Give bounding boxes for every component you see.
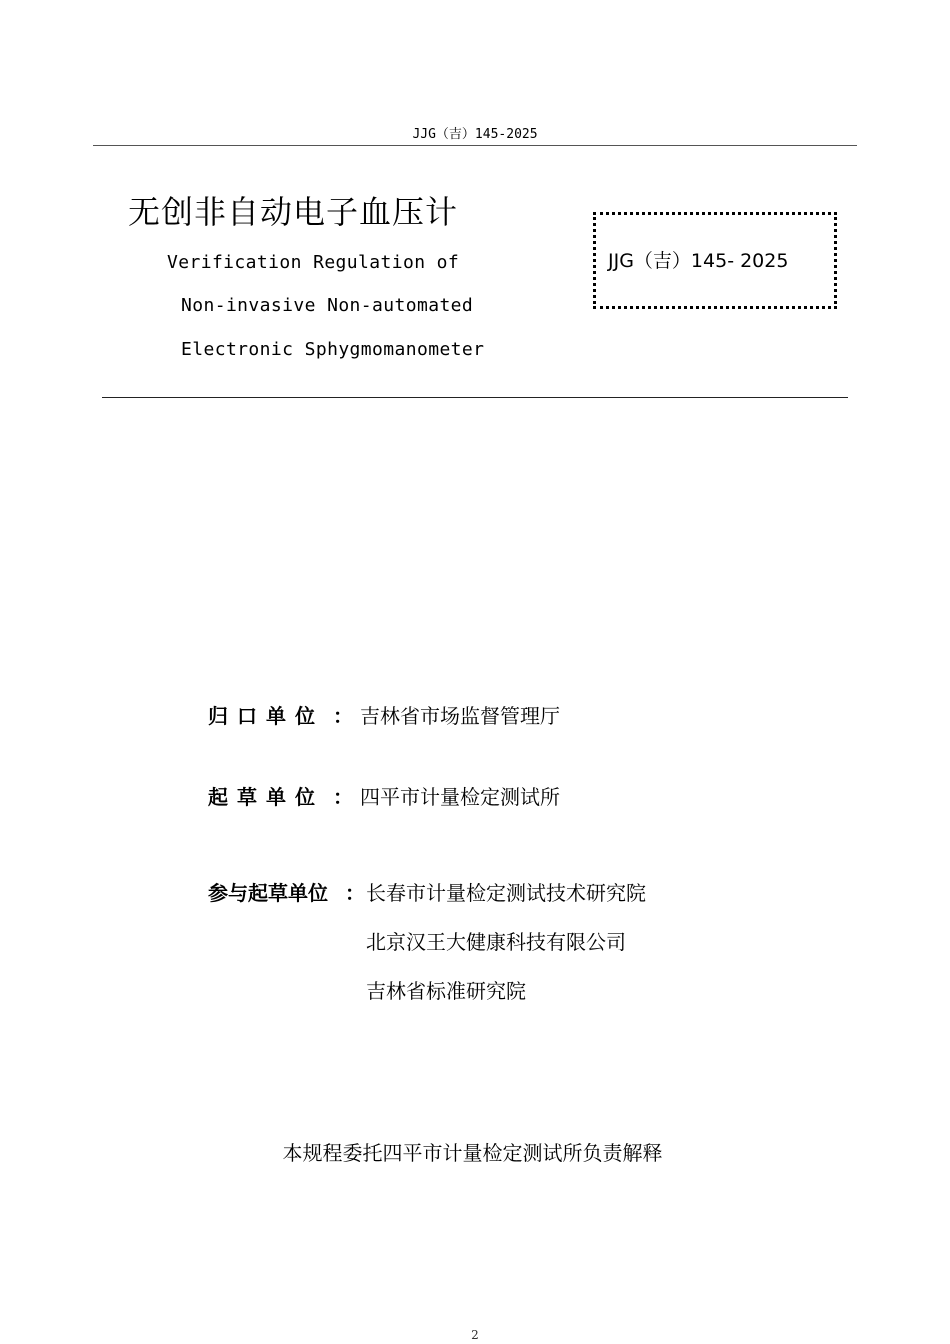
drafting-unit-colon: ： bbox=[333, 785, 353, 809]
regulation-title-english-line-3: Electronic Sphygmomanometer bbox=[181, 339, 485, 360]
interpretation-statement: 本规程委托四平市计量检定测试所负责解释 bbox=[282, 1141, 663, 1165]
header-standard-code: JJG（吉）145-2025 bbox=[412, 127, 538, 142]
page-number: 2 bbox=[471, 1328, 479, 1342]
regulation-title-chinese: 无创非自动电子血压计 bbox=[128, 193, 459, 231]
participating-unit-item: 长春市计量检定测试技术研究院 bbox=[366, 881, 646, 905]
regulation-title-english-line-2: Non-invasive Non-automated bbox=[181, 295, 474, 316]
standard-code-box bbox=[593, 212, 837, 309]
participating-unit-item: 北京汉王大健康科技有限公司 bbox=[366, 930, 626, 954]
centralized-unit-colon: ： bbox=[333, 704, 353, 728]
regulation-title-english-line-1: Verification Regulation of bbox=[167, 252, 460, 273]
participating-units-label: 参与起草单位 bbox=[208, 881, 328, 905]
centralized-unit-value: 吉林省市场监督管理厅 bbox=[360, 704, 560, 728]
standard-code-box-text: JJG（吉）145- 2025 bbox=[608, 250, 789, 272]
participating-unit-item: 吉林省标准研究院 bbox=[366, 979, 526, 1003]
centralized-unit-label: 归口单位 bbox=[208, 704, 324, 728]
title-divider bbox=[102, 397, 848, 398]
drafting-unit-value: 四平市计量检定测试所 bbox=[360, 785, 560, 809]
header-divider bbox=[93, 145, 857, 146]
participating-units-colon: ： bbox=[345, 881, 365, 905]
drafting-unit-label: 起草单位 bbox=[208, 785, 324, 809]
